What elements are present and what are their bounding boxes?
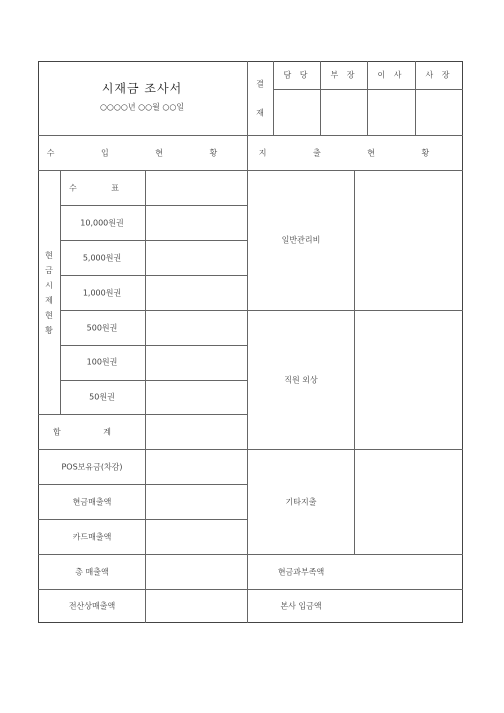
row-line (247, 310, 463, 311)
row-line (60, 240, 247, 241)
col-line (60, 170, 61, 414)
row-line (60, 205, 247, 206)
row-line (38, 449, 247, 450)
center-divider (247, 61, 248, 135)
col-line (145, 170, 146, 623)
other-expense-label: 기타지출 (285, 497, 317, 507)
col-line (273, 61, 274, 135)
approver-isa: 이 사 (377, 70, 405, 80)
col-line (354, 170, 355, 554)
pos-label: POS보유금(차감) (61, 462, 123, 472)
header-divider (38, 135, 463, 136)
form-date: ○○○○년 ○○월 ○○일 (99, 102, 185, 112)
row-line (60, 345, 247, 346)
col-line (367, 61, 368, 135)
row-line (60, 275, 247, 276)
cash-row-100: 100원권 (86, 357, 118, 367)
income-section-header: 수 입 현 황 (46, 148, 240, 158)
hq-deposit-label: 본사 입금액 (280, 601, 322, 611)
row-line (60, 380, 247, 381)
approval-label-top: 결 (256, 79, 264, 89)
cash-row-50: 50원권 (89, 392, 115, 402)
computed-sales-label: 전산상매출액 (68, 601, 116, 611)
row-line (38, 414, 247, 415)
staff-credit-label: 직원 외상 (284, 375, 318, 385)
row-line (38, 484, 247, 485)
total-sales-label: 총 매출액 (75, 567, 109, 577)
approval-label-bottom: 재 (256, 108, 264, 118)
row-line (38, 589, 463, 590)
approval-row-divider (273, 89, 463, 90)
col-line (415, 61, 416, 135)
col-line (247, 170, 248, 623)
cash-row-check: 수 표 (69, 183, 135, 193)
cash-row-10000: 10,000원권 (80, 218, 124, 228)
approver-bujang: 부 장 (330, 70, 358, 80)
approver-sajang: 사 장 (425, 70, 453, 80)
expense-section-header: 지 출 현 황 (258, 148, 452, 158)
col-line (320, 61, 321, 135)
form-title: 시재금 조사서 (101, 81, 183, 96)
row-line (38, 519, 247, 520)
cash-row-5000: 5,000원권 (82, 253, 122, 263)
cash-row-500: 500원권 (86, 323, 118, 333)
section-header-divider (38, 170, 463, 171)
subtotal-label: 합 계 (53, 427, 131, 437)
row-line (38, 554, 463, 555)
row-line (60, 310, 247, 311)
cash-row-1000: 1,000원권 (82, 288, 122, 298)
row-line (247, 449, 463, 450)
general-expense-label: 일반관리비 (281, 235, 321, 245)
center-divider (247, 135, 248, 170)
card-sales-label: 카드매출액 (72, 532, 112, 542)
cash-diff-label: 현금과부족액 (277, 567, 325, 577)
cash-status-label: 현금시제현황 (45, 251, 53, 335)
approver-damdang: 담 당 (283, 70, 311, 80)
cash-sales-label: 현금매출액 (72, 497, 112, 507)
